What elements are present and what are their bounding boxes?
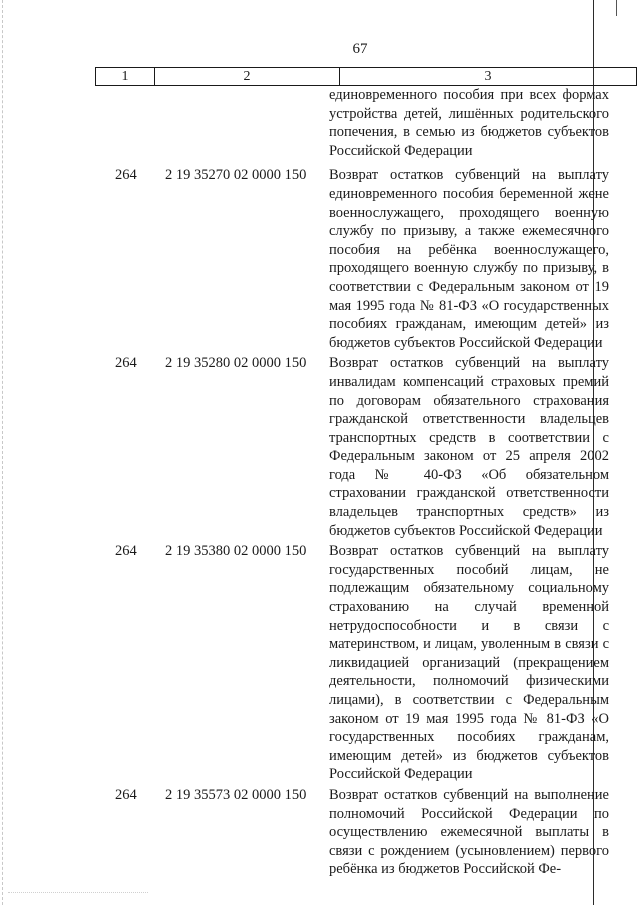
document-body [0, 86, 640, 879]
row-description: Возврат остатков субвенций на выплату государственных пособий лицам, не подлежащим обязательному социальному страхованию на случай временной нетрудоспособности и в связи с материнством, и лицам, уволенным в связи с ликвидацией организаций (прекращением деятельности, полномочий физическими лицами), в соответствии с Федеральным законом от 19 мая 1995 года № 81-ФЗ «О государственных пособиях гражданам, имеющим детей» из бюджетов субъектов Российской Федерации [329, 543, 609, 783]
scan-bottom-noise [8, 892, 148, 895]
page-number: 67 [352, 41, 368, 57]
row-admin-code: 264 [115, 167, 137, 184]
header-col-1: 1 [96, 68, 155, 86]
row-budget-code: 2 19 35280 02 0000 150 [165, 355, 307, 372]
row-admin-code: 264 [115, 543, 137, 560]
scan-fold-mark [616, 0, 617, 16]
column-header-table [95, 67, 637, 86]
row-admin-code: 264 [115, 355, 137, 372]
row-budget-code: 2 19 35380 02 0000 150 [165, 543, 307, 560]
row-description: Возврат остатков субвенций на выполнение полномочий Российской Федерации по осуществлению ежемесячной выплаты в связи с рождением (усыновлением) первого ребёнка из бюджетов Российской Фе- [329, 786, 609, 878]
row-description: Возврат остатков субвенций на выплату единовременного пособия беременной жене военнослужащего, проходящего военную службу по призыву, а также ежемесячного пособия на ребёнка военнослужащего, проходящего военную службу по призыву, в соответствии с Федеральным законом от 19 мая 1995 года № 81-ФЗ «О государственных пособиях гражданам, имеющим детей» из бюджетов субъектов Российской Федерации [329, 167, 609, 351]
table-row [0, 166, 640, 352]
table-row [0, 786, 640, 879]
continuation-row [0, 86, 640, 160]
row-description: Возврат остатков субвенций на выплату инвалидам компенсаций страховых премий по договорам обязательного страхования гражданской ответственности владельцев транспортных средств в соответствии с Федеральным законом от 25 апреля 2002 года № 40-ФЗ «Об обязательном страховании гражданской ответственности владельцев транспортных средств» из бюджетов субъектов Российской Федерации [329, 355, 609, 539]
header-col-3: 3 [340, 68, 637, 86]
row-description: единовременного пособия при всех формах устройства детей, лишённых родительского попечения, в семью из бюджетов субъектов Российской Федерации [329, 87, 609, 159]
row-admin-code: 264 [115, 786, 137, 803]
header-col-2: 2 [155, 68, 340, 86]
table-row [0, 354, 640, 540]
row-budget-code: 2 19 35270 02 0000 150 [165, 167, 307, 184]
table-row [0, 542, 640, 784]
row-budget-code: 2 19 35573 02 0000 150 [165, 786, 307, 803]
